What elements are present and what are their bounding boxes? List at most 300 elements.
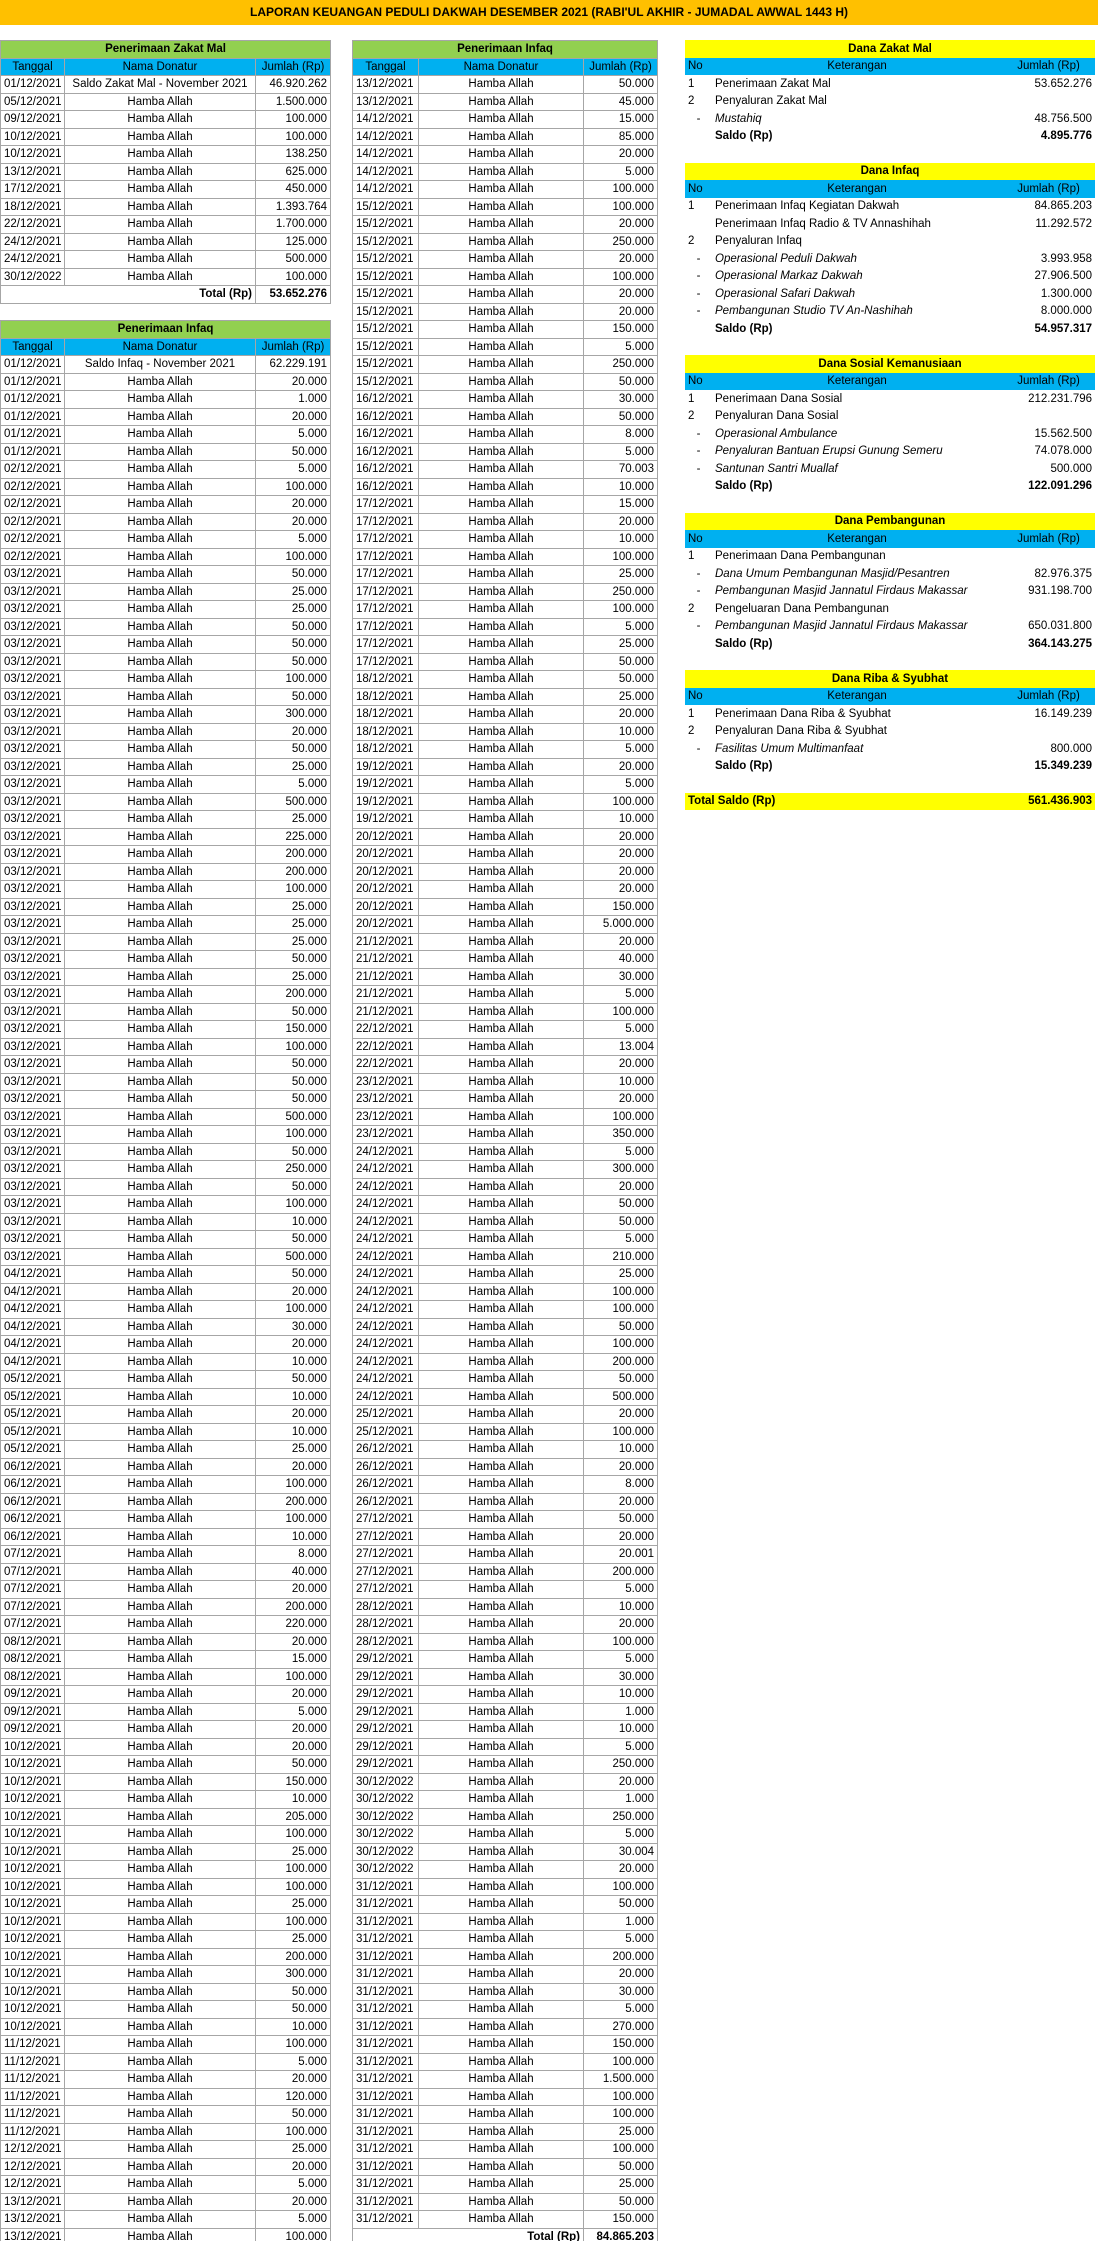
- amount-cell: 8.000: [584, 426, 658, 444]
- date-cell: 19/12/2021: [353, 793, 419, 811]
- date-cell: 03/12/2021: [1, 618, 65, 636]
- total-value: 53.652.276: [256, 286, 331, 304]
- amount-cell: 5.000: [584, 1143, 658, 1161]
- amount-cell: 10.000: [584, 811, 658, 829]
- section-title-row: [1, 321, 331, 339]
- amount-cell: 20.000: [584, 706, 658, 724]
- amount-cell: 138.250: [256, 146, 331, 164]
- amount-cell: 5.000: [584, 1651, 658, 1669]
- total-row: [1, 286, 331, 304]
- keterangan-cell: Penyaluran Dana Riba & Syubhat: [715, 725, 887, 737]
- amount-cell: 20.000: [256, 1633, 331, 1651]
- date-cell: 03/12/2021: [1, 688, 65, 706]
- keterangan-cell: Saldo (Rp): [715, 130, 773, 142]
- name-cell: Hamba Allah: [419, 251, 584, 269]
- amount-cell: 200.000: [256, 1948, 331, 1966]
- no-cell: -: [696, 270, 701, 282]
- amount-cell: 20.000: [584, 846, 658, 864]
- table-row: [353, 2106, 658, 2124]
- name-cell: Hamba Allah: [419, 2176, 584, 2194]
- amount-cell: 20.000: [584, 933, 658, 951]
- table-row: [353, 1476, 658, 1494]
- name-cell: Hamba Allah: [65, 1563, 256, 1581]
- date-cell: 12/12/2021: [1, 2176, 65, 2194]
- name-cell: Hamba Allah: [65, 408, 256, 426]
- table-row: [1, 1213, 331, 1231]
- table-row: [353, 2001, 658, 2019]
- amount-cell: 100.000: [256, 2123, 331, 2141]
- date-cell: 03/12/2021: [1, 986, 65, 1004]
- name-cell: Hamba Allah: [419, 1091, 584, 1109]
- amount-cell: 100.000: [256, 1476, 331, 1494]
- keterangan-cell: Mustahiq: [715, 112, 762, 125]
- amount-cell: 100.000: [256, 268, 331, 286]
- table-row: [1, 408, 331, 426]
- name-cell: Hamba Allah: [419, 1213, 584, 1231]
- date-cell: 21/12/2021: [353, 933, 419, 951]
- date-cell: 12/12/2021: [1, 2141, 65, 2159]
- name-cell: Hamba Allah: [65, 1213, 256, 1231]
- summary-title-row: [685, 670, 1095, 688]
- table-row: [353, 268, 658, 286]
- name-cell: Hamba Allah: [419, 1913, 584, 1931]
- keterangan-cell: Penerimaan Dana Sosial: [715, 392, 843, 405]
- table-row: [353, 1003, 658, 1021]
- table-row: [1, 2018, 331, 2036]
- date-cell: 30/12/2022: [353, 1826, 419, 1844]
- date-cell: 03/12/2021: [1, 706, 65, 724]
- date-cell: 10/12/2021: [1, 2018, 65, 2036]
- date-cell: 28/12/2021: [353, 1616, 419, 1634]
- table-row: [1, 1843, 331, 1861]
- keterangan-cell: Operasional Markaz Dakwah: [715, 270, 863, 282]
- date-cell: 31/12/2021: [353, 2053, 419, 2071]
- name-cell: Hamba Allah: [65, 741, 256, 759]
- amount-cell: 210.000: [584, 1248, 658, 1266]
- spacer: [1, 303, 331, 321]
- summary-row: [685, 565, 1095, 583]
- table-row: [353, 146, 658, 164]
- table-row: [1, 1511, 331, 1529]
- name-cell: Hamba Allah: [419, 2193, 584, 2211]
- table-row: [1, 2211, 331, 2229]
- date-cell: 03/12/2021: [1, 1143, 65, 1161]
- name-cell: Hamba Allah: [65, 1756, 256, 1774]
- amount-cell: 30.000: [584, 1668, 658, 1686]
- table-row: [1, 1948, 331, 1966]
- amount-cell: 15.000: [584, 496, 658, 514]
- date-cell: 11/12/2021: [1, 2123, 65, 2141]
- name-cell: Hamba Allah: [419, 811, 584, 829]
- summary-title: Dana Sosial Kemanusiaan: [685, 355, 1095, 373]
- name-cell: Hamba Allah: [419, 93, 584, 111]
- table-row: [1, 1721, 331, 1739]
- amount-cell: 800.000: [1050, 742, 1093, 755]
- name-cell: Hamba Allah: [419, 1371, 584, 1389]
- amount-cell: 1.000: [584, 1913, 658, 1931]
- date-cell: 11/12/2021: [1, 2088, 65, 2106]
- name-cell: Hamba Allah: [65, 268, 256, 286]
- date-cell: 05/12/2021: [1, 1423, 65, 1441]
- table-row: [1, 2158, 331, 2176]
- amount-cell: 15.562.500: [1034, 427, 1093, 440]
- date-cell: 13/12/2021: [1, 2211, 65, 2229]
- no-cell: -: [696, 620, 701, 632]
- table-row: [353, 163, 658, 181]
- amount-cell: 100.000: [584, 198, 658, 216]
- column-header-row: [1, 58, 331, 76]
- amount-cell: 50.000: [584, 2193, 658, 2211]
- date-cell: 17/12/2021: [353, 636, 419, 654]
- amount-cell: 25.000: [256, 601, 331, 619]
- date-cell: 24/12/2021: [353, 1143, 419, 1161]
- table-row: [353, 2036, 658, 2054]
- table-row: [353, 1668, 658, 1686]
- table-row: [353, 373, 658, 391]
- keterangan-cell: Saldo (Rp): [715, 760, 773, 772]
- table-row: [353, 1861, 658, 1879]
- date-cell: 18/12/2021: [353, 741, 419, 759]
- name-cell: Hamba Allah: [419, 356, 584, 374]
- table-row: [1, 2228, 331, 2241]
- amount-cell: 50.000: [256, 741, 331, 759]
- name-cell: Hamba Allah: [419, 443, 584, 461]
- date-cell: 10/12/2021: [1, 1948, 65, 1966]
- amount-cell: 5.000: [584, 338, 658, 356]
- name-cell: Hamba Allah: [419, 1581, 584, 1599]
- summary-title: Dana Infaq: [685, 163, 1095, 181]
- table-row: [1, 1931, 331, 1949]
- date-cell: 07/12/2021: [1, 1581, 65, 1599]
- name-cell: Hamba Allah: [65, 846, 256, 864]
- date-cell: 08/12/2021: [1, 1633, 65, 1651]
- table-row: [353, 1738, 658, 1756]
- name-cell: Hamba Allah: [419, 1318, 584, 1336]
- date-cell: 03/12/2021: [1, 653, 65, 671]
- name-cell: Hamba Allah: [65, 986, 256, 1004]
- table-row: [353, 898, 658, 916]
- summary-title: Dana Riba & Syubhat: [685, 670, 1095, 688]
- amount-cell: 150.000: [584, 2211, 658, 2229]
- name-cell: Hamba Allah: [65, 1353, 256, 1371]
- date-cell: 04/12/2021: [1, 1283, 65, 1301]
- spacer: [685, 495, 1095, 513]
- name-cell: Hamba Allah: [65, 1406, 256, 1424]
- date-cell: 16/12/2021: [353, 461, 419, 479]
- no-cell: 1: [688, 707, 695, 720]
- table-row: [1, 1441, 331, 1459]
- date-cell: 24/12/2021: [353, 1231, 419, 1249]
- table-row: [353, 1108, 658, 1126]
- amount-cell: 5.000: [256, 2211, 331, 2229]
- amount-cell: 5.000: [256, 2176, 331, 2194]
- keterangan-cell: Penerimaan Dana Pembangunan: [715, 550, 886, 562]
- no-cell: [685, 320, 712, 338]
- table-row: [353, 2088, 658, 2106]
- name-cell: Hamba Allah: [65, 391, 256, 409]
- summary-title-row: [685, 355, 1095, 373]
- table-row: [1, 636, 331, 654]
- date-cell: 03/12/2021: [1, 846, 65, 864]
- section-title-row: [353, 41, 658, 59]
- table-row: [353, 916, 658, 934]
- date-cell: 24/12/2021: [1, 233, 65, 251]
- amount-cell: 10.000: [256, 1528, 331, 1546]
- no-cell: -: [696, 445, 701, 457]
- amount-cell: 20.000: [584, 216, 658, 234]
- name-cell: Hamba Allah: [419, 2053, 584, 2071]
- table-row: [1, 1616, 331, 1634]
- summary-row: [685, 198, 1095, 216]
- date-cell: 07/12/2021: [1, 1616, 65, 1634]
- amount-cell: 50.000: [584, 408, 658, 426]
- table-row: [353, 706, 658, 724]
- amount-cell: 5.000: [256, 1703, 331, 1721]
- summary-row: [685, 233, 1095, 251]
- amount-cell: 250.000: [256, 1161, 331, 1179]
- date-cell: 01/12/2021: [1, 391, 65, 409]
- date-cell: 21/12/2021: [353, 968, 419, 986]
- col-jumlah: Jumlah (Rp): [1002, 688, 1095, 706]
- name-cell: Hamba Allah: [65, 548, 256, 566]
- date-cell: 03/12/2021: [1, 1248, 65, 1266]
- summary-row: [685, 390, 1095, 408]
- name-cell: Hamba Allah: [65, 2036, 256, 2054]
- table-row: [353, 216, 658, 234]
- date-cell: 17/12/2021: [353, 496, 419, 514]
- name-cell: Hamba Allah: [419, 286, 584, 304]
- date-cell: 17/12/2021: [353, 513, 419, 531]
- table-row: [1, 443, 331, 461]
- date-cell: 03/12/2021: [1, 1003, 65, 1021]
- amount-cell: 8.000.000: [1040, 305, 1093, 317]
- amount-cell: 200.000: [584, 1353, 658, 1371]
- amount-cell: 500.000: [584, 1388, 658, 1406]
- no-cell: -: [696, 287, 701, 300]
- name-cell: Hamba Allah: [419, 76, 584, 94]
- name-cell: Hamba Allah: [419, 933, 584, 951]
- amount-cell: 100.000: [256, 1861, 331, 1879]
- col-jumlah: Jumlah (Rp): [256, 338, 331, 356]
- amount-cell: 100.000: [256, 1038, 331, 1056]
- amount-cell: 100.000: [256, 2036, 331, 2054]
- table-row: [353, 391, 658, 409]
- table-row: [353, 653, 658, 671]
- table-row: [1, 1143, 331, 1161]
- amount-cell: 8.000: [584, 1476, 658, 1494]
- name-cell: Hamba Allah: [65, 2053, 256, 2071]
- amount-cell: 50.000: [584, 1896, 658, 1914]
- summary-row: [685, 128, 1095, 146]
- name-cell: Hamba Allah: [419, 846, 584, 864]
- date-cell: 10/12/2021: [1, 1983, 65, 2001]
- no-cell: 2: [688, 95, 695, 107]
- table-row: [1, 1633, 331, 1651]
- summary-row: [685, 758, 1095, 776]
- amount-cell: 50.000: [256, 1178, 331, 1196]
- no-cell: 2: [688, 602, 695, 615]
- amount-cell: 5.000: [256, 426, 331, 444]
- date-cell: 05/12/2021: [1, 1388, 65, 1406]
- table-row: [353, 2141, 658, 2159]
- table-row: [1, 2176, 331, 2194]
- middle-donation-table: [352, 40, 658, 2241]
- name-cell: Hamba Allah: [419, 391, 584, 409]
- col-no: No: [685, 530, 712, 548]
- name-cell: Hamba Allah: [65, 1703, 256, 1721]
- amount-cell: 20.000: [584, 286, 658, 304]
- amount-cell: 50.000: [584, 1511, 658, 1529]
- name-cell: Hamba Allah: [419, 2001, 584, 2019]
- amount-cell: 30.000: [584, 968, 658, 986]
- name-cell: Hamba Allah: [65, 968, 256, 986]
- table-row: [353, 233, 658, 251]
- table-row: [1, 268, 331, 286]
- date-cell: 03/12/2021: [1, 881, 65, 899]
- table-row: [1, 1353, 331, 1371]
- date-cell: 24/12/2021: [353, 1283, 419, 1301]
- amount-cell: 200.000: [256, 1493, 331, 1511]
- name-cell: Hamba Allah: [65, 1318, 256, 1336]
- date-cell: 03/12/2021: [1, 1108, 65, 1126]
- date-cell: 03/12/2021: [1, 723, 65, 741]
- name-cell: Hamba Allah: [65, 2211, 256, 2229]
- amount-cell: 20.000: [584, 1528, 658, 1546]
- amount-cell: 25.000: [256, 1896, 331, 1914]
- date-cell: 13/12/2021: [1, 163, 65, 181]
- amount-cell: 25.000: [256, 758, 331, 776]
- table-row: [1, 1773, 331, 1791]
- table-row: [1, 1231, 331, 1249]
- amount-cell: 30.000: [256, 1318, 331, 1336]
- no-cell: -: [696, 462, 701, 475]
- summary-title-row: [685, 513, 1095, 531]
- amount-cell: 100.000: [256, 128, 331, 146]
- amount-cell: 10.000: [584, 1686, 658, 1704]
- column-header-row: [685, 688, 1095, 706]
- date-cell: 15/12/2021: [353, 373, 419, 391]
- summary-row: [685, 215, 1095, 233]
- table-row: [1, 601, 331, 619]
- amount-cell: 200.000: [256, 1598, 331, 1616]
- name-cell: Hamba Allah: [65, 1056, 256, 1074]
- table-row: [1, 1318, 331, 1336]
- total-saldo-label: Total Saldo (Rp): [685, 793, 1002, 811]
- table-row: [1, 1038, 331, 1056]
- column-header-row: [1, 338, 331, 356]
- date-cell: 26/12/2021: [353, 1458, 419, 1476]
- amount-cell: 250.000: [584, 356, 658, 374]
- date-cell: 28/12/2021: [353, 1598, 419, 1616]
- amount-cell: 100.000: [584, 2053, 658, 2071]
- table-row: [1, 1476, 331, 1494]
- date-cell: 31/12/2021: [353, 1913, 419, 1931]
- name-cell: Hamba Allah: [419, 1161, 584, 1179]
- name-cell: Hamba Allah: [419, 1791, 584, 1809]
- date-cell: 17/12/2021: [353, 531, 419, 549]
- summary-row: [685, 635, 1095, 653]
- date-cell: 06/12/2021: [1, 1476, 65, 1494]
- no-cell: 1: [688, 200, 695, 212]
- name-cell: Hamba Allah: [65, 443, 256, 461]
- col-jumlah: Jumlah (Rp): [1002, 373, 1095, 391]
- amount-cell: 25.000: [256, 1843, 331, 1861]
- amount-cell: 5.000: [584, 1738, 658, 1756]
- amount-cell: 300.000: [256, 1966, 331, 1984]
- no-cell: [685, 635, 712, 653]
- table-row: [1, 1108, 331, 1126]
- date-cell: 24/12/2021: [353, 1178, 419, 1196]
- amount-cell: [1002, 233, 1095, 251]
- date-cell: 20/12/2021: [353, 846, 419, 864]
- amount-cell: 20.000: [584, 828, 658, 846]
- table-row: [1, 1283, 331, 1301]
- table-row: [353, 1056, 658, 1074]
- date-cell: 18/12/2021: [353, 671, 419, 689]
- date-cell: 10/12/2021: [1, 1861, 65, 1879]
- table-row: [1, 76, 331, 94]
- date-cell: 02/12/2021: [1, 548, 65, 566]
- date-cell: 05/12/2021: [1, 1371, 65, 1389]
- amount-cell: 3.993.958: [1040, 252, 1093, 265]
- name-cell: Hamba Allah: [419, 653, 584, 671]
- table-row: [353, 1441, 658, 1459]
- name-cell: Hamba Allah: [419, 1196, 584, 1214]
- name-cell: Hamba Allah: [419, 898, 584, 916]
- table-row: [353, 408, 658, 426]
- spacer: [685, 653, 1095, 671]
- amount-cell: 50.000: [584, 1318, 658, 1336]
- date-cell: 22/12/2021: [1, 216, 65, 234]
- table-row: [353, 198, 658, 216]
- date-cell: 03/12/2021: [1, 933, 65, 951]
- amount-cell: 1.000: [256, 391, 331, 409]
- date-cell: 21/12/2021: [353, 986, 419, 1004]
- amount-cell: 5.000: [584, 1231, 658, 1249]
- date-cell: 24/12/2021: [353, 1196, 419, 1214]
- table-row: [1, 128, 331, 146]
- table-row: [1, 846, 331, 864]
- amount-cell: 100.000: [584, 1423, 658, 1441]
- amount-cell: 100.000: [584, 1301, 658, 1319]
- name-cell: Hamba Allah: [65, 863, 256, 881]
- table-row: [1, 933, 331, 951]
- spacer-row: [1, 303, 331, 321]
- amount-cell: 48.756.500: [1034, 112, 1093, 125]
- date-cell: 11/12/2021: [1, 2036, 65, 2054]
- table-row: [353, 76, 658, 94]
- date-cell: 10/12/2021: [1, 1878, 65, 1896]
- amount-cell: 50.000: [256, 443, 331, 461]
- date-cell: 29/12/2021: [353, 1721, 419, 1739]
- date-cell: 14/12/2021: [353, 111, 419, 129]
- table-row: [353, 1633, 658, 1651]
- date-cell: 20/12/2021: [353, 898, 419, 916]
- date-cell: 09/12/2021: [1, 1703, 65, 1721]
- amount-cell: [1002, 93, 1095, 111]
- amount-cell: 40.000: [584, 951, 658, 969]
- name-cell: Saldo Zakat Mal - November 2021: [65, 76, 256, 94]
- amount-cell: 15.000: [256, 1651, 331, 1669]
- table-row: [1, 2088, 331, 2106]
- amount-cell: 50.000: [584, 2158, 658, 2176]
- name-cell: Hamba Allah: [419, 531, 584, 549]
- amount-cell: 20.000: [256, 2193, 331, 2211]
- table-row: [1, 1563, 331, 1581]
- name-cell: Hamba Allah: [65, 1038, 256, 1056]
- date-cell: 25/12/2021: [353, 1423, 419, 1441]
- table-row: [353, 1808, 658, 1826]
